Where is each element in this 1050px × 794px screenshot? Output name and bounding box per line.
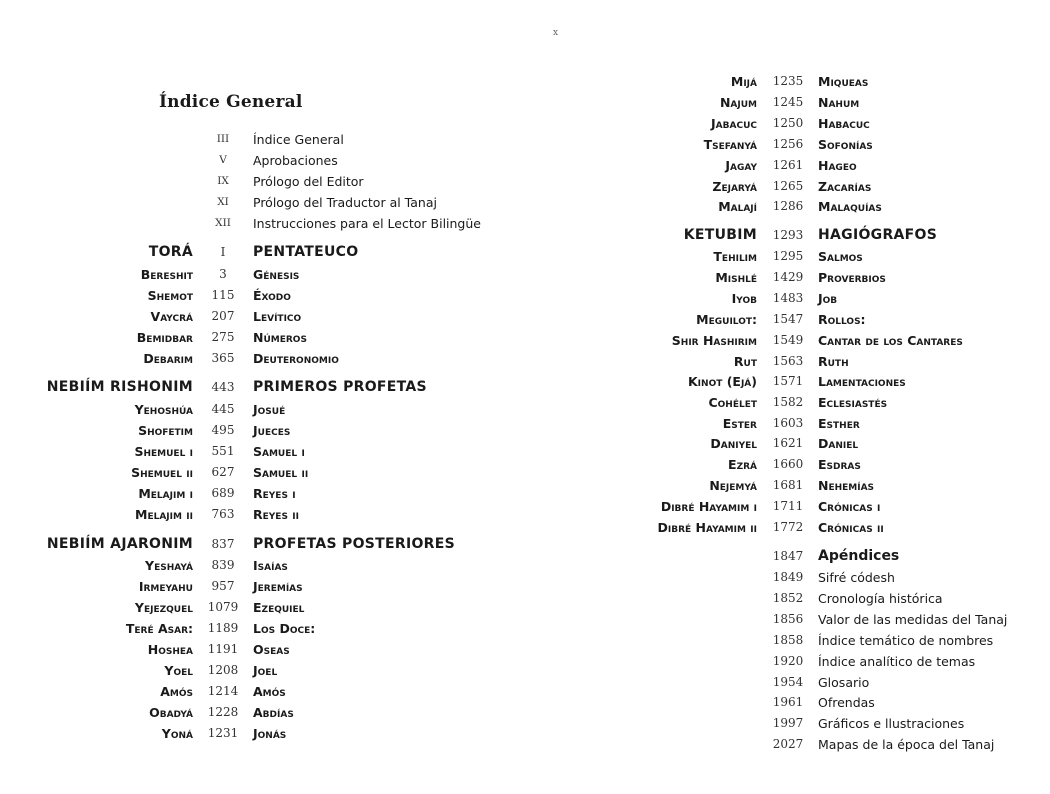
hebrew-name: Mijá <box>730 74 757 89</box>
index-entry <box>0 309 1050 330</box>
hebrew-name: Yoel <box>164 663 193 678</box>
hebrew-name: Vaycrá <box>150 309 193 324</box>
spanish-title: Nehemías <box>818 478 875 493</box>
page-number: XII <box>215 217 231 229</box>
spanish-title: Índice General <box>253 132 344 147</box>
index-entry <box>0 454 1050 475</box>
spanish-title: Índice analítico de temas <box>818 654 976 669</box>
page-number: 1189 <box>207 621 239 635</box>
spanish-title: Lamentaciones <box>818 374 906 389</box>
page-number: 1429 <box>772 270 804 284</box>
hebrew-name: Kinot (Ejá) <box>688 374 757 389</box>
spanish-title: Gráficos e llustraciones <box>818 716 965 731</box>
hebrew-name: Hoshea <box>147 642 193 657</box>
page-number: 839 <box>211 558 235 572</box>
spanish-title: Job <box>818 291 838 306</box>
page-number: I <box>220 245 226 259</box>
page-number: 1920 <box>772 654 804 668</box>
page-number: 1214 <box>207 684 239 698</box>
page-number: 1208 <box>207 663 239 677</box>
spanish-title: Joel <box>253 663 278 678</box>
spanish-title: Ezequiel <box>253 600 305 615</box>
index-entry <box>0 176 1050 197</box>
page-number: 1265 <box>772 179 804 193</box>
spanish-title: Cronología histórica <box>818 591 943 606</box>
page-number: 445 <box>211 402 235 416</box>
page-number: 2027 <box>772 737 804 751</box>
section-row <box>0 225 1050 246</box>
hebrew-name: Melajim i <box>138 486 193 501</box>
page-number: 1250 <box>772 116 804 130</box>
spanish-title: Reyes i <box>253 486 296 501</box>
hebrew-name: Dibré Hayamim i <box>660 499 757 514</box>
hebrew-name: NEBIÍM RISHONIM <box>46 379 193 395</box>
spanish-title: Esdras <box>818 457 861 472</box>
hebrew-name: Malají <box>718 199 757 214</box>
page-number: 1847 <box>772 549 804 563</box>
page-number: 627 <box>211 465 235 479</box>
spanish-title: Rollos: <box>818 312 866 327</box>
spanish-title: Crónicas ii <box>818 520 884 535</box>
index-entry <box>0 692 1050 713</box>
page-number: 1772 <box>772 520 804 534</box>
hebrew-name: Shir Hashirim <box>671 333 757 348</box>
page-number: 1245 <box>772 95 804 109</box>
spanish-title: Instrucciones para el Lector Bilingüe <box>253 216 481 231</box>
page-number: 763 <box>211 507 235 521</box>
page-number: 207 <box>211 309 235 323</box>
hebrew-name: Irmeyahu <box>138 579 193 594</box>
spanish-title: Números <box>253 330 307 345</box>
hebrew-name: Yoná <box>161 726 193 741</box>
page-number: 1286 <box>772 199 804 213</box>
hebrew-name: Debarim <box>143 351 193 366</box>
hebrew-name: Rut <box>733 354 757 369</box>
index-entry <box>0 517 1050 538</box>
index-entry <box>0 651 1050 672</box>
spanish-title: Jeremías <box>253 579 303 594</box>
spanish-title: Mapas de la época del Tanaj <box>818 737 995 752</box>
index-entry <box>0 734 1050 755</box>
hebrew-name: Jabacuc <box>711 116 757 131</box>
hebrew-name: Tehilim <box>713 249 757 264</box>
index-entry <box>0 475 1050 496</box>
hebrew-name: Yeshayá <box>145 558 193 573</box>
hebrew-name: Ester <box>722 416 757 431</box>
spanish-title: Miqueas <box>818 74 869 89</box>
spanish-title: Zacarías <box>818 179 872 194</box>
spanish-title: Abdías <box>253 705 294 720</box>
hebrew-name: Yehoshúa <box>134 402 193 417</box>
page-number: 1852 <box>772 591 804 605</box>
hebrew-name: Jagay <box>725 158 757 173</box>
page-number: 1858 <box>772 633 804 647</box>
page-number: 551 <box>211 444 235 458</box>
spanish-title: Ruth <box>818 354 849 369</box>
hebrew-name: Ezrá <box>728 457 757 472</box>
page-number: 1621 <box>772 436 804 450</box>
index-entry <box>0 267 1050 288</box>
page-number: III <box>216 133 230 145</box>
hebrew-name: Cohélet <box>708 395 757 410</box>
page-number: 495 <box>211 423 235 437</box>
index-entry <box>0 71 1050 92</box>
page-number: 443 <box>211 380 235 394</box>
index-entry <box>0 330 1050 351</box>
page-number: 1483 <box>772 291 804 305</box>
page-number: 837 <box>211 537 235 551</box>
index-entry <box>0 246 1050 267</box>
spanish-title: Proverbios <box>818 270 886 285</box>
page-number: 1228 <box>207 705 239 719</box>
page-number: 1549 <box>772 333 804 347</box>
page-number: 957 <box>211 579 235 593</box>
page-number: 1997 <box>772 716 804 730</box>
hebrew-name: Tsefanyá <box>703 137 757 152</box>
spanish-title: Salmos <box>818 249 863 264</box>
hebrew-name: Yejezquel <box>134 600 193 615</box>
spanish-title: Daniel <box>818 436 859 451</box>
index-entry <box>0 155 1050 176</box>
spanish-title: Levítico <box>253 309 302 324</box>
page-number: 365 <box>211 351 235 365</box>
page-number: 1256 <box>772 137 804 151</box>
hebrew-name: Amós <box>160 684 193 699</box>
page-number: 1191 <box>207 642 239 656</box>
spanish-title: Eclesiastés <box>818 395 888 410</box>
page-number: 1231 <box>207 726 239 740</box>
hebrew-name: Shofetim <box>138 423 193 438</box>
spanish-title: Oseas <box>253 642 290 657</box>
page-number: 1293 <box>772 228 804 242</box>
spanish-title: Índice temático de nombres <box>818 633 994 648</box>
hebrew-name: KETUBIM <box>683 227 757 243</box>
spanish-title: Jueces <box>253 423 291 438</box>
page-number: 1235 <box>772 74 804 88</box>
spanish-title: Deuteronomio <box>253 351 339 366</box>
hebrew-name: Meguilot: <box>696 312 757 327</box>
spanish-title: PROFETAS POSTERIORES <box>253 536 455 552</box>
hebrew-name: Najum <box>719 95 757 110</box>
spanish-title: PRIMEROS PROFETAS <box>253 379 427 395</box>
spanish-title: Amós <box>253 684 286 699</box>
spanish-title: Isaías <box>253 558 288 573</box>
spanish-title: PENTATEUCO <box>253 244 359 260</box>
spanish-title: Reyes ii <box>253 507 299 522</box>
index-heading: Índice General <box>159 92 303 112</box>
index-entry <box>0 371 1050 392</box>
spanish-title: Glosario <box>818 675 870 690</box>
hebrew-name: Dibré Hayamim ii <box>657 520 757 535</box>
page-number: 1681 <box>772 478 804 492</box>
page-number: 3 <box>219 267 227 281</box>
index-entry <box>0 392 1050 413</box>
page-number: 1849 <box>772 570 804 584</box>
spanish-title: Ofrendas <box>818 695 875 710</box>
page-number: V <box>219 154 227 166</box>
hebrew-name: Teré Asar: <box>125 621 193 636</box>
page-number: 1571 <box>772 374 804 388</box>
spanish-title: Sifré códesh <box>818 570 895 585</box>
spanish-title: Samuel i <box>253 444 305 459</box>
spanish-title: Esther <box>818 416 860 431</box>
page-number: 115 <box>211 288 235 302</box>
index-entry <box>0 713 1050 734</box>
index-entry <box>0 496 1050 517</box>
spanish-title: Apéndices <box>818 548 900 564</box>
spanish-title: Malaquías <box>818 199 882 214</box>
hebrew-name: TORÁ <box>148 244 193 260</box>
index-entry <box>0 92 1050 113</box>
spanish-title: Sofonías <box>818 137 873 152</box>
page-number: 1961 <box>772 695 804 709</box>
page-number: 1711 <box>772 499 804 513</box>
index-entry <box>0 672 1050 693</box>
page-number: 1079 <box>207 600 239 614</box>
hebrew-name: Melajim ii <box>135 507 193 522</box>
page-marker: x <box>553 28 559 38</box>
index-entry <box>0 113 1050 134</box>
hebrew-name: Shemot <box>147 288 193 303</box>
hebrew-name: Bereshit <box>140 267 193 282</box>
page-number: 1660 <box>772 457 804 471</box>
index-entry <box>0 630 1050 651</box>
hebrew-name: Daniyel <box>710 436 757 451</box>
page-number: IX <box>217 175 229 187</box>
spanish-title: Valor de las medidas del Tanaj <box>818 612 1008 627</box>
index-entry <box>0 433 1050 454</box>
index-entry <box>0 351 1050 372</box>
spanish-title: Aprobaciones <box>253 153 338 168</box>
hebrew-name: Mishlé <box>715 270 757 285</box>
index-entry <box>0 134 1050 155</box>
index-entry <box>0 546 1050 567</box>
page-number: 1261 <box>772 158 804 172</box>
page-number: 1856 <box>772 612 804 626</box>
spanish-title: Jonás <box>253 726 287 741</box>
spanish-title: Nahum <box>818 95 860 110</box>
hebrew-name: Shemuel i <box>134 444 193 459</box>
index-entry <box>0 567 1050 588</box>
page-number: 1547 <box>772 312 804 326</box>
spanish-title: Josué <box>253 402 286 417</box>
spanish-title: Los Doce: <box>253 621 316 636</box>
page-number: 1295 <box>772 249 804 263</box>
spanish-title: Habacuc <box>818 116 870 131</box>
spanish-title: Cantar de los Cantares <box>818 333 963 348</box>
hebrew-name: Zejaryá <box>712 179 757 194</box>
page-number: 1954 <box>772 675 804 689</box>
page-number: 1563 <box>772 354 804 368</box>
spanish-title: Éxodo <box>253 288 291 303</box>
index-entry <box>0 413 1050 434</box>
spanish-title: Crónicas i <box>818 499 881 514</box>
spanish-title: Samuel ii <box>253 465 309 480</box>
hebrew-name: Obadyá <box>149 705 193 720</box>
page-number: 689 <box>211 486 235 500</box>
page-number: XI <box>217 196 229 208</box>
hebrew-name: NEBIÍM AJARONIM <box>46 536 193 552</box>
hebrew-name: Iyob <box>731 291 757 306</box>
index-entry <box>0 609 1050 630</box>
spanish-title: HAGIÓGRAFOS <box>818 227 938 243</box>
page-number: 1582 <box>772 395 804 409</box>
index-entry <box>0 588 1050 609</box>
hebrew-name: Nejemyá <box>709 478 757 493</box>
spanish-title: Génesis <box>253 267 300 282</box>
spanish-title: Prólogo del Traductor al Tanaj <box>253 195 437 210</box>
spanish-title: Hageo <box>818 158 857 173</box>
page-number: 1603 <box>772 416 804 430</box>
index-entry <box>0 288 1050 309</box>
page-number: 275 <box>211 330 235 344</box>
spanish-title: Prólogo del Editor <box>253 174 364 189</box>
index-entry <box>0 196 1050 217</box>
hebrew-name: Shemuel ii <box>131 465 193 480</box>
hebrew-name: Bemidbar <box>136 330 193 345</box>
